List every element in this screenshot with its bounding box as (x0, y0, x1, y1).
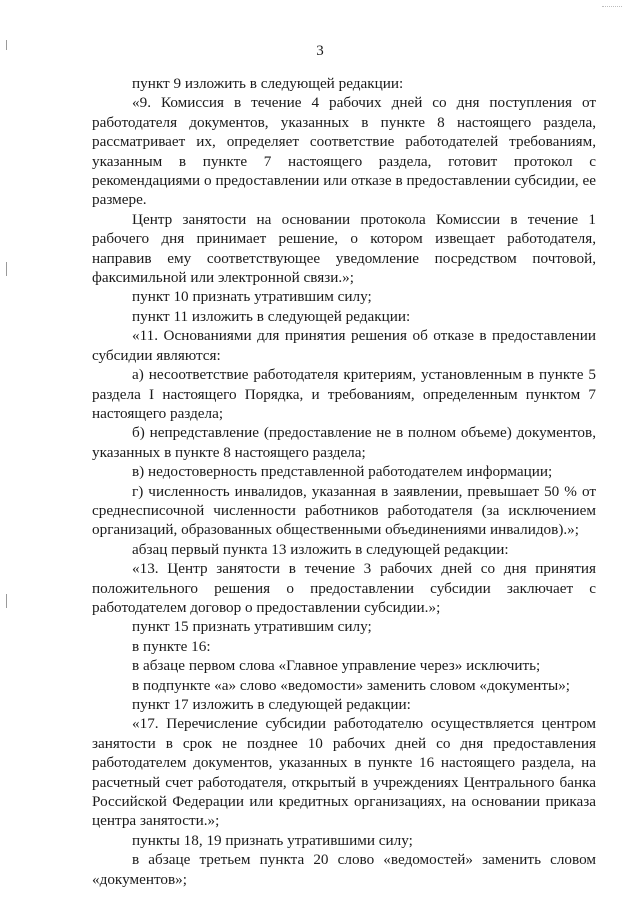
paragraph: а) несоответствие работодателя критериям, установленным в пункте 5 раздела I настоящего Порядка, и требованиям, определенным пунктом 7 настоящего раздела; (92, 366, 596, 422)
paragraph: Центр занятости на основании протокола Комиссии в течение 1 рабочего дня принимает решение, о котором извещает работодателя, направив ему соответствующее уведомление посредством почтовой, факсимильной или электронной связи.»; (92, 210, 596, 287)
paragraph: в абзаце первом слова «Главное управление через» исключить; (132, 657, 541, 675)
paragraph: пункт 11 изложить в следующей редакции: (132, 307, 411, 325)
paragraph: в пункте 16: (132, 637, 211, 655)
paragraph: г) численность инвалидов, указанная в заявлении, превышает 50 % от среднесписочной численности работников работодателя (за исключением организаций, образованных общественными объединениями инвалидов).»; (92, 482, 596, 539)
paragraph: в подпункте «а» слово «ведомости» заменить словом «документы»; (132, 676, 571, 694)
paragraph: «17. Перечисление субсидии работодателю осуществляется центром занятости в срок не позднее 10 рабочих дней со дня предоставления работодателем документов, указанных в пункте 16 настоящего раздела, на расчетный счет работодателя, открытый в учреждениях Центрального банка Российской Федерации или кредитных организациях, на основании приказа центра занятости.»; (92, 715, 596, 830)
paragraph: пункт 15 признать утратившим силу; (132, 618, 372, 636)
scan-edge-mark (6, 262, 7, 276)
paragraph: пункт 9 изложить в следующей редакции: (132, 75, 404, 92)
page-number: 3 (316, 43, 324, 59)
paragraph: пункты 18, 19 признать утратившими силу; (132, 831, 413, 849)
paragraph: пункт 17 изложить в следующей редакции: (132, 696, 411, 713)
paragraph: в абзаце третьем пункта 20 слово «ведомостей» заменить словом «документов»; (92, 851, 596, 888)
scan-artifact (602, 6, 622, 8)
scan-edge-mark (6, 594, 7, 608)
paragraph: б) непредставление (предоставление не в полном объеме) документов, указанных в пункте 8 настоящего раздела; (92, 424, 596, 461)
paragraph: в) недостоверность представленной работодателем информации; (132, 463, 553, 481)
paragraph: абзац первый пункта 13 изложить в следующей редакции: (132, 540, 509, 558)
paragraph: «13. Центр занятости в течение 3 рабочих дней со дня принятия положительного решения о предоставлении субсидии заключает с работодателем договор о предоставлении субсидии.»; (92, 560, 596, 616)
paragraph: «11. Основаниями для принятия решения об отказе в предоставлении субсидии являются: (92, 327, 596, 364)
paragraph: «9. Комиссия в течение 4 рабочих дней со дня поступления от работодателя документов, указанных в пункте 8 настоящего раздела, рассматривает их, определяет соответствие работодателей требованиям, указанным в пункте 7 настоящего раздела, готовит протокол с рекомендациями о предоставлении или отказе в предоставлении субсидии, ее размере. (92, 94, 596, 209)
paragraph: пункт 10 признать утратившим силу; (132, 288, 372, 306)
document-body (92, 74, 596, 889)
